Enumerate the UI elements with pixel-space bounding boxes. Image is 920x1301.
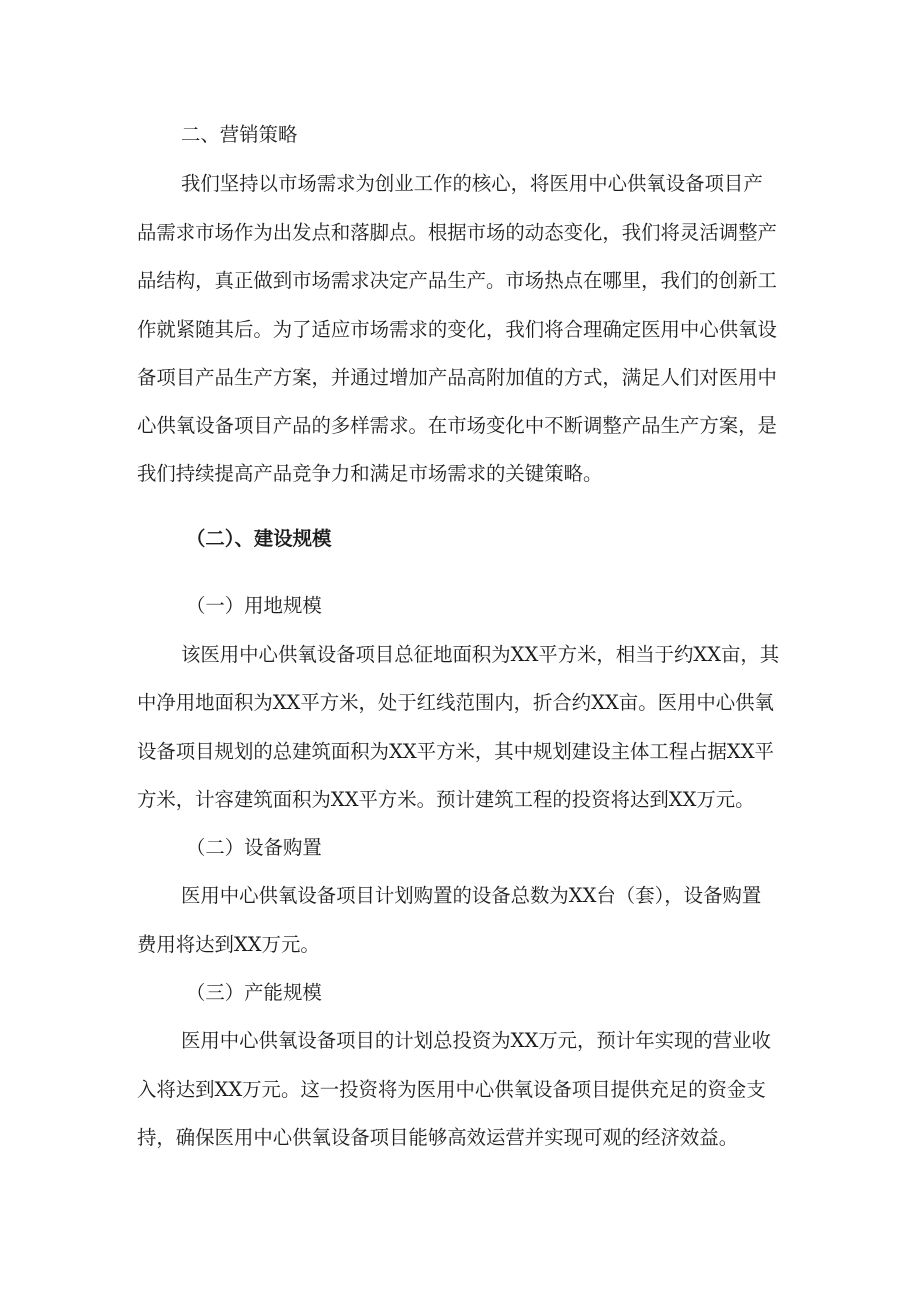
paragraph-line: 该医用中心供氧设备项目总征地面积为XX平方米，相当于约XX亩，其 [181, 643, 780, 666]
paragraph-line: 我们持续提高产品竞争力和满足市场需求的关键策略。 [137, 462, 603, 485]
marketing-heading: 二、营销策略 [181, 123, 298, 146]
paragraph-line: 我们坚持以市场需求为创业工作的核心，将医用中心供氧设备项目产 [181, 172, 763, 195]
paragraph-line: 中净用地面积为XX平方米，处于红线范围内，折合约XX亩。医用中心供氧 [137, 691, 774, 714]
paragraph-line: 费用将达到XX万元。 [137, 933, 320, 956]
paragraph-line: 心供氧设备项目产品的多样需求。在市场变化中不断调整产品生产方案，是 [137, 414, 777, 437]
land-scale-heading: （一）用地规模 [186, 594, 322, 617]
paragraph-line: 品结构，真正做到市场需求决定产品生产。市场热点在哪里，我们的创新工 [137, 269, 777, 292]
paragraph-line: 作就紧随其后。为了适应市场需求的变化，我们将合理确定医用中心供氧设 [137, 318, 777, 341]
paragraph-line: 医用中心供氧设备项目计划购置的设备总数为XX台（套），设备购置 [181, 884, 762, 907]
paragraph-line: 备项目产品生产方案，并通过增加产品高附加值的方式，满足人们对医用中 [137, 366, 777, 389]
scale-section-heading: （二）、建设规模 [186, 527, 332, 550]
paragraph-line: 品需求市场作为出发点和落脚点。根据市场的动态变化，我们将灵活调整产 [137, 221, 777, 244]
paragraph-line: 设备项目规划的总建筑面积为XX平方米，其中规划建设主体工程占据XX平 [137, 740, 774, 763]
capacity-heading: （三）产能规模 [186, 981, 322, 1004]
paragraph-line: 医用中心供氧设备项目的计划总投资为XX万元，预计年实现的营业收 [181, 1029, 771, 1052]
paragraph-line: 持，确保医用中心供氧设备项目能够高效运营并实现可观的经济效益。 [137, 1126, 739, 1149]
paragraph-line: 方米，计容建筑面积为XX平方米。预计建筑工程的投资将达到XX万元。 [137, 788, 755, 811]
equipment-heading: （二）设备购置 [186, 836, 322, 859]
paragraph-line: 入将达到XX万元。这一投资将为医用中心供氧设备项目提供充足的资金支 [137, 1078, 766, 1101]
